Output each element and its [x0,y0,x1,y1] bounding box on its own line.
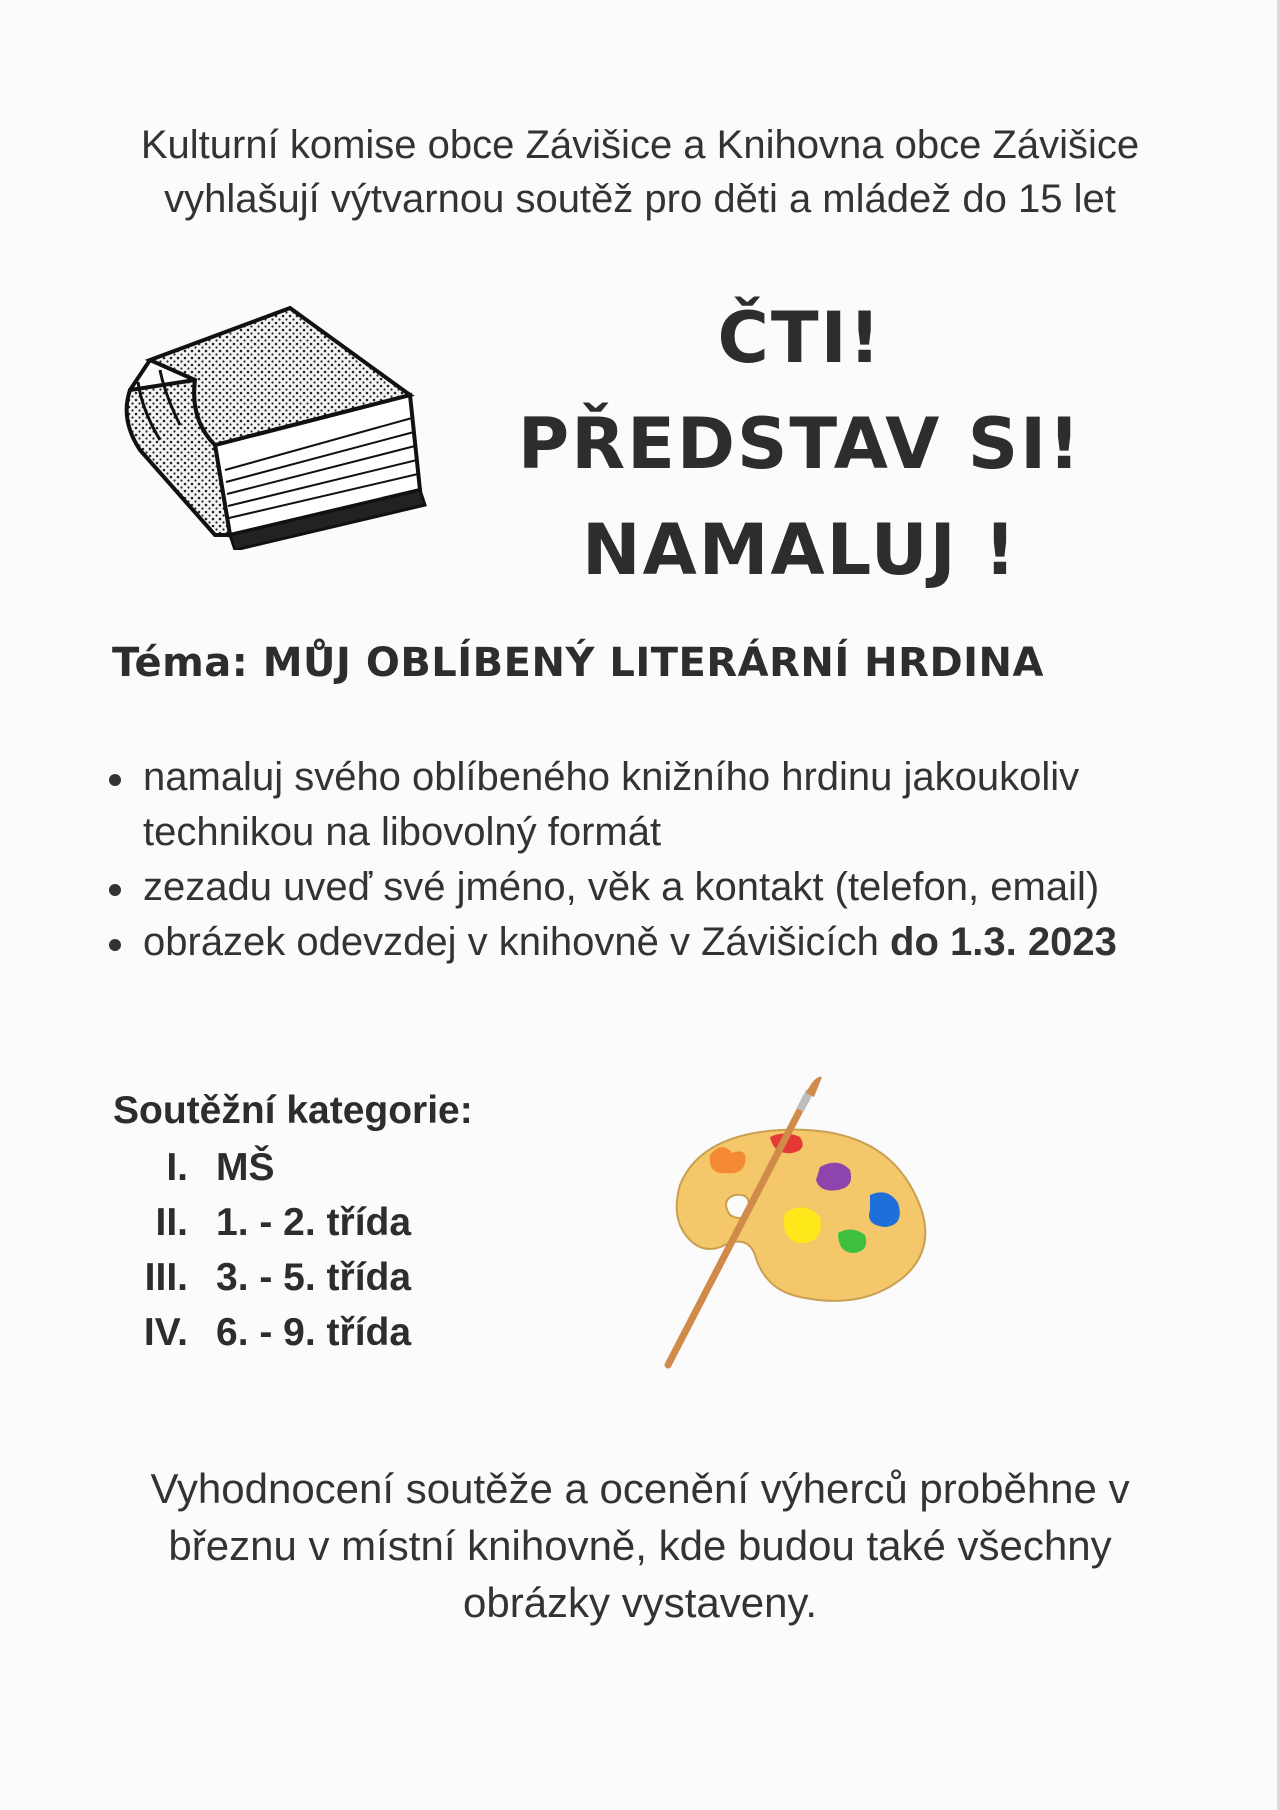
category-number: I. [166,1146,188,1189]
theme-label: Téma: [112,640,249,686]
rules-list [105,750,1225,970]
category-text: 3. - 5. třída [216,1256,412,1299]
headline-paint: NAMALUJ ! [582,509,1018,591]
paint-palette-icon [660,1075,950,1375]
rule-2: zezadu uveď své jméno, věk a kontakt (telefon, email) [143,865,1100,909]
closing-text [100,1460,1180,1631]
category-number: II. [155,1201,188,1244]
headline-read: ČTI! [717,297,883,379]
rule-item [105,750,1225,860]
categories-title: Soutěžní kategorie: [113,1089,473,1132]
book-icon [120,300,430,550]
rule-3-deadline: do 1.3. 2023 [890,920,1117,964]
rule-1-line-2: technikou na libovolný formát [143,810,662,854]
headline [470,285,1130,603]
category-number: IV. [143,1311,188,1354]
categories [100,1083,473,1360]
category-text: 1. - 2. třída [216,1201,412,1244]
paint-purple [816,1163,851,1191]
category-row [100,1250,473,1305]
theme-value: MŮJ OBLÍBENÝ LITERÁRNÍ HRDINA [262,640,1044,686]
category-number: III. [144,1256,188,1299]
category-row [100,1305,473,1360]
headline-imagine: PŘEDSTAV SI! [517,403,1083,485]
brush-tip [806,1077,822,1097]
intro-line-2: vyhlašují výtvarnou soutěž pro děti a mládež do 15 let [164,177,1116,221]
rule-3-text: obrázek odevzdej v knihovně v Závišicích [143,920,879,964]
closing-line-1: Vyhodnocení soutěže a ocenění výherců proběhne v [150,1465,1130,1512]
category-row [100,1195,473,1250]
category-text: 6. - 9. třída [216,1311,412,1354]
intro-text [80,118,1200,226]
rule-1-line-1: namaluj svého oblíbeného knižního hrdinu jakoukoliv [143,755,1080,799]
rule-item [105,860,1225,915]
intro-line-1: Kulturní komise obce Závišice a Knihovna obce Závišice [140,123,1140,167]
rule-item [105,915,1225,970]
category-text: MŠ [216,1146,275,1189]
paint-yellow [784,1207,821,1243]
theme-heading [112,640,1212,686]
category-row [100,1140,473,1195]
closing-line-2: březnu v místní knihovně, kde budou také všechny [168,1522,1112,1569]
closing-line-3: obrázky vystaveny. [462,1579,818,1626]
